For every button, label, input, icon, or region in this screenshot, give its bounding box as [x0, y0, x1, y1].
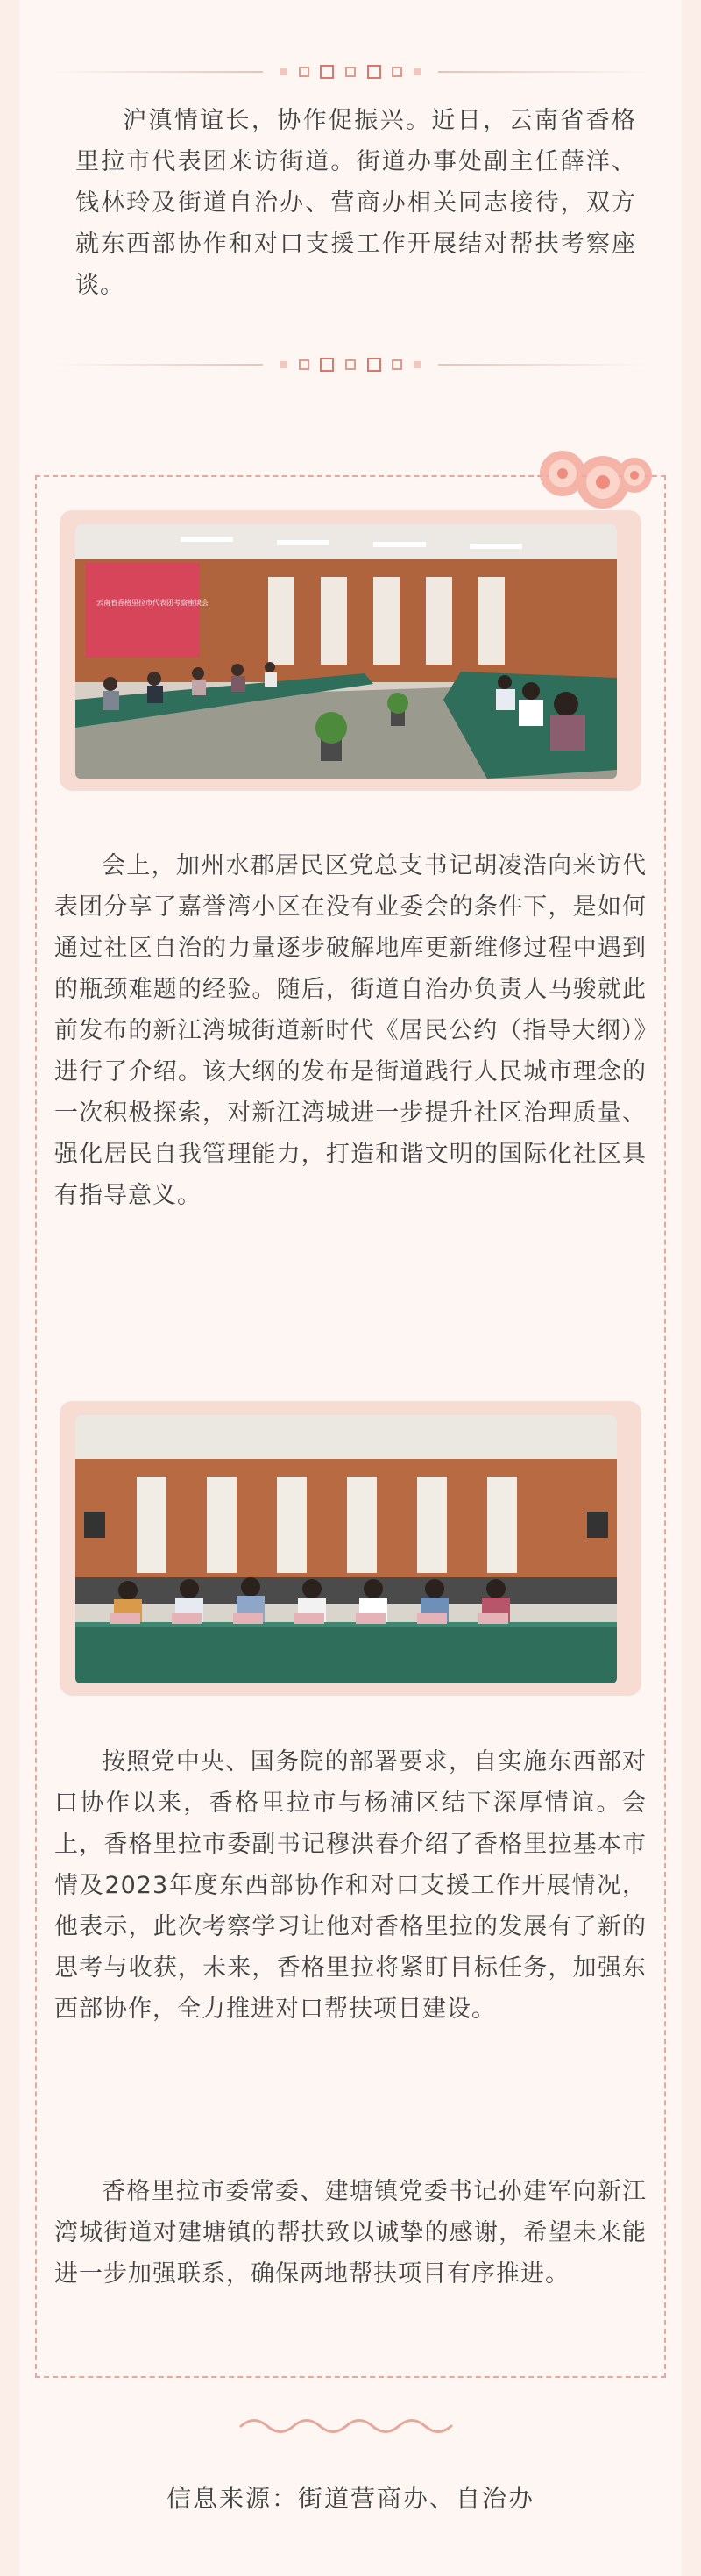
- source-line: 信息来源：街道营商办、自治办: [166, 2484, 535, 2513]
- intro-divider: [54, 356, 647, 374]
- paragraph-2: 按照党中央、国务院的部署要求，自实施东西部对口协作以来，香格里拉市与杨浦区结下深厚情谊。会上，香格里拉市委副书记穆洪春介绍了香格里拉基本市情及2023年度东西部协作和对口支援工作开展情况，他表示，此次考察学习让他对香格里拉的发展有了新的思考与收获，未来，香格里拉将紧盯目标任务，加强东西部协作，全力推进对口帮扶项目建设。: [54, 1748, 647, 2023]
- screen-caption: [96, 598, 209, 607]
- top-divider: [54, 63, 647, 81]
- paragraph-1: 会上，加州水郡居民区党总支书记胡凌浩向来访代表团分享了嘉誉湾小区在没有业委会的条件下，是如何通过社区自治的力量逐步破解地库更新维修过程中遇到的瓶颈难题的经验。随后，街道自治办负责人马骏就此前发布的新江湾城街道新时代《居民公约（指导大纲）》进行了介绍。该大纲的发布是街道践行人民城市理念的一次积极探索，对新江湾城进一步提升社区治理质量、强化居民自我管理能力，打造和谐文明的国际化社区具有指导意义。: [54, 852, 647, 1209]
- article-page: [19, 0, 682, 2576]
- svg-text:云南省香格里拉市代表团考察座谈会: 云南省香格里拉市代表团考察座谈会: [96, 599, 209, 607]
- meeting-photo-1: [75, 524, 617, 779]
- intro-paragraph: 沪滇情谊长，协作促振兴。近日，云南省香格里拉市代表团来访街道。街道办事处副主任薛洋、钱林玲及街道自治办、营商办相关同志接待，双方就东西部协作和对口支援工作开展结对帮扶考察座谈。: [75, 107, 636, 299]
- paragraph-3: 香格里拉市委常委、建塘镇党委书记孙建军向新江湾城街道对建塘镇的帮扶致以诚挚的感谢，希望未来能进一步加强联系，确保两地帮扶项目有序推进。: [54, 2178, 647, 2288]
- meeting-photo-2: [75, 1415, 617, 1683]
- wave-icon: [237, 2413, 464, 2439]
